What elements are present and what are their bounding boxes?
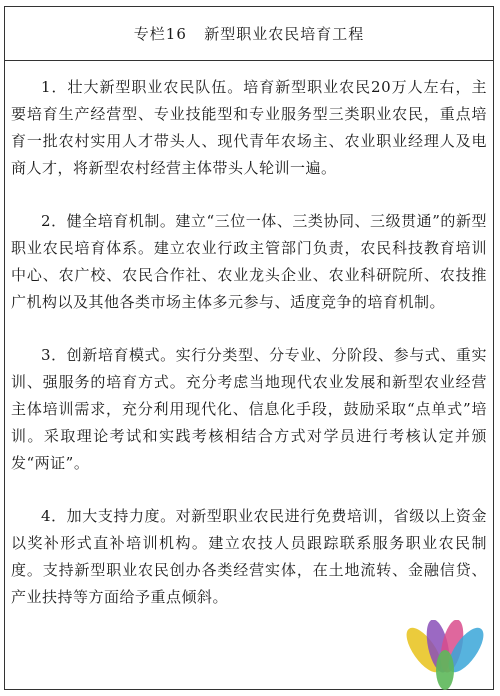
- info-box: [4, 6, 494, 690]
- box-title-label: 专栏16: [133, 25, 187, 43]
- paragraph-3: 3．创新培育模式。实行分类型、分专业、分阶段、参与式、重实训、强服务的培育方式。充分考虑当地现代农业发展和新型农业经营主体培训需求，充分利用现代化、信息化手段，鼓励采取“点单式”培训。采取理论考试和实践考核相结合方式对学员进行考核认定并颁发“两证”。: [11, 346, 487, 472]
- box-title-text: 新型职业农民培育工程: [204, 25, 365, 43]
- paragraph-1: 1．壮大新型职业农民队伍。培育新型职业农民20万人左右，主要培育生产经营型、专业技能型和专业服务型三类职业农民，重点培育一批农村实用人才带头人、现代青年农场主、农业职业经理人及电商人才，将新型农村经营主体带头人轮训一遍。: [11, 78, 487, 177]
- box-title: [5, 7, 493, 61]
- paragraph-2: 2．健全培育机制。建立“三位一体、三类协同、三级贯通”的新型职业农民培育体系。建立农业行政主管部门负责，农民科技教育培训中心、农广校、农民合作社、农业龙头企业、农业科研院所、农技推广机构以及其他各类市场主体多元参与、适度竞争的培育机制。: [11, 212, 487, 311]
- lotus-logo-icon: [394, 620, 494, 692]
- logo-petal-green: [436, 650, 454, 690]
- box-content: [5, 61, 493, 611]
- paragraph-4: 4．加大支持力度。对新型职业农民进行免费培训，省级以上资金以奖补形式直补培训机构。建立农技人员跟踪联系服务职业农民制度。支持新型职业农民创办各类经营实体，在土地流转、金融信贷、产业扶持等方面给予重点倾斜。: [11, 507, 487, 606]
